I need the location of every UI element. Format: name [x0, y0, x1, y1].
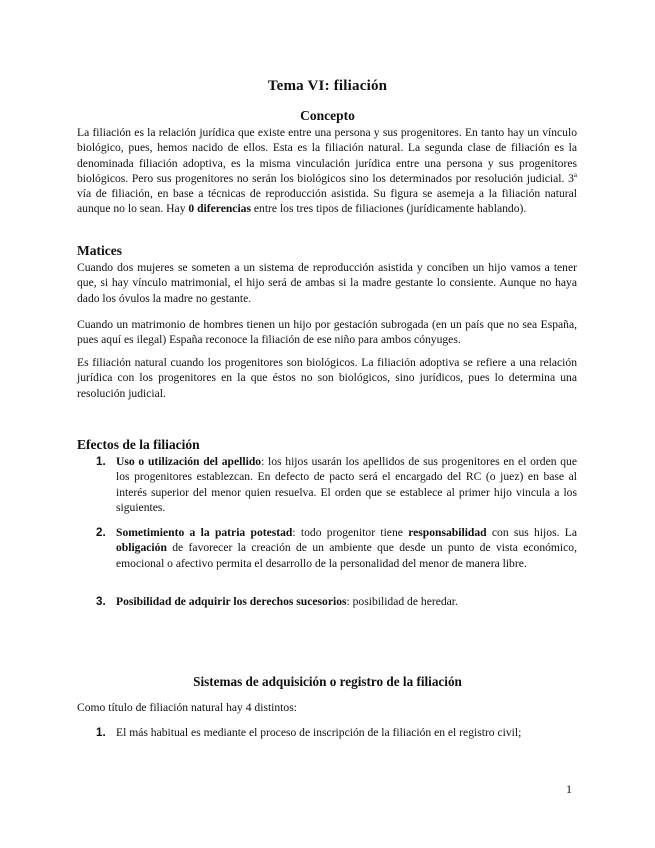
page-title: Tema VI: filiación	[267, 78, 388, 94]
list-number: 2.	[96, 526, 106, 539]
section-heading-sistemas: Sistemas de adquisición o registro de la filiación	[193, 674, 462, 689]
list-number: 1.	[96, 455, 106, 468]
paragraph-matices-3: Es filiación natural cuando los progenitores son biológicos. La filiación adoptiva se refiere a una relación jurídica con los progenitores en la que éstos no son biológicos, sino jurídicos, pues lo determina una resolución judicial.	[77, 356, 577, 400]
concepto-text-part: entre los tres tipos de filiaciones (jurídicamente hablando).	[250, 202, 527, 216]
list-number: 3.	[96, 595, 106, 608]
bold-phrase: 0 diferencias	[188, 202, 251, 216]
item-bold-label: Sometimiento a la patria potestad	[116, 526, 293, 539]
paragraph-concepto	[77, 125, 577, 217]
superscript: a	[573, 171, 577, 180]
item-text: El más habitual es mediante el proceso de inscripción de la filiación en el registro civil;	[116, 726, 522, 739]
concepto-text-part: vía de filiación, en base a técnicas de reproducción asistida. Su figura se asemeja a la filiación natural aunque no lo sean. Hay	[77, 187, 577, 216]
concepto-text-part: La filiación es la relación jurídica que existe entre una persona y sus progenitores. En tanto hay un vínculo biológico, pues, hemos nacido de ellos. Esta es la filiación natural. La segunda clase de filiación es la denominada filiación adoptiva, es la misma vinculación jurídica entre una persona y sus progenitores biológicos. Pero sus progenitores no serán los biológicos sino los determinados por resolución judicial. 3	[77, 126, 577, 185]
list-item	[96, 594, 577, 609]
item-bold-label: Posibilidad de adquirir los derechos sucesorios	[116, 595, 347, 608]
section-heading-efectos: Efectos de la filiación	[77, 437, 200, 452]
section-heading-matices: Matices	[77, 243, 122, 258]
list-item	[96, 454, 577, 515]
section-heading-concepto: Concepto	[300, 108, 355, 123]
item-text: : posibilidad de heredar.	[346, 595, 458, 608]
list-item	[96, 525, 577, 571]
list-item	[96, 725, 577, 740]
paragraph-matices-1: Cuando dos mujeres se someten a un sistema de reproducción asistida y conciben un hijo vamos a tener que, si hay vínculo matrimonial, el hijo será de ambas si la madre gestante lo consiente. Aunque no haya dado los óvulos la madre no gestante.	[77, 261, 577, 305]
page-number: 1	[566, 782, 572, 796]
paragraph-matices-2: Cuando un matrimonio de hombres tienen un hijo por gestación subrogada (en un país que no sea España, pues aquí es ilegal) España reconoce la filiación de ese niño para ambos cónyuges.	[77, 318, 577, 347]
item-text: : todo progenitor tiene	[292, 526, 409, 539]
item-text: con sus hijos. La	[486, 526, 577, 539]
item-bold-word: responsabilidad	[408, 526, 487, 539]
item-bold-label: Uso o utilización del apellido	[116, 455, 262, 468]
paragraph-sistemas-intro: Como título de filiación natural hay 4 distintos:	[77, 701, 297, 714]
item-bold-word: obligación	[116, 541, 167, 555]
list-number: 1.	[96, 726, 106, 739]
item-text: : los hijos usarán los apellidos de sus progenitores en el orden que los progenitores establezcan. En defecto de pacto será el encargado del RC (o juez) en base al interés superior del menor quien resuelva. El orden que se establece al primer hijo vincula a los siguientes.	[116, 455, 577, 514]
item-text: de favorecer la creación de un ambiente que desde un punto de vista económico, emocional o afectivo permita el desarrollo de la personalidad del menor de manera libre.	[116, 541, 577, 570]
